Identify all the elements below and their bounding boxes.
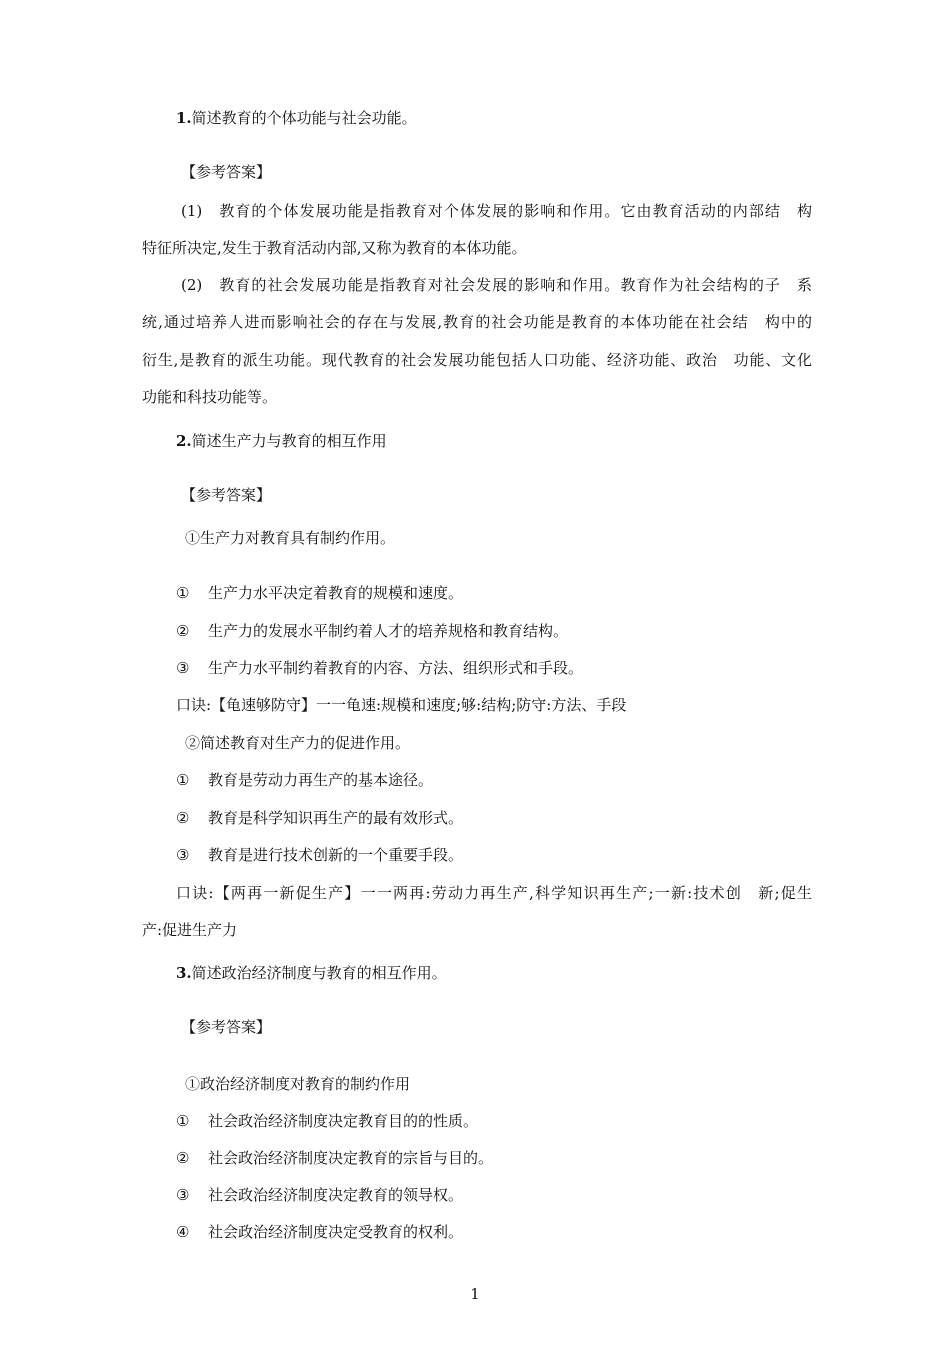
list-text: 社会政治经济制度决定教育的宗旨与目的。: [208, 1149, 494, 1167]
paragraph-line: (1) 教育的个体发展功能是指教育对个体发展的影响和作用。它由教育活动的内部结 构: [181, 202, 812, 220]
page-number: 1: [470, 1285, 480, 1303]
list-text: 生产力水平制约着教育的内容、方法、组织形式和手段。: [208, 659, 584, 677]
list-item: [176, 657, 846, 679]
list-number: ③: [176, 659, 190, 677]
list-item: [176, 844, 846, 866]
mnemonic-continued: 产:促进生产力: [142, 921, 238, 939]
mnemonic: 口诀:【龟速够防守】一一龟速:规模和速度;够:结构;防守:方法、手段: [176, 696, 627, 714]
list-text: 教育是劳动力再生产的基本途径。: [208, 771, 434, 789]
list-number: ③: [176, 1186, 190, 1204]
paragraph-line: 功能和科技功能等。: [142, 388, 278, 406]
list-number: ③: [176, 846, 190, 864]
list-text: 教育是科学知识再生产的最有效形式。: [208, 809, 464, 827]
list-item: [176, 620, 846, 642]
list-number: ①: [176, 1112, 190, 1130]
paragraph-line: 统,通过培养人进而影响社会的存在与发展,教育的社会功能是教育的本体功能在社会结 构中的: [142, 313, 812, 331]
list-item: [176, 769, 846, 791]
question-2: [176, 430, 846, 452]
list-item: [176, 582, 846, 604]
question-number: 2.: [176, 432, 192, 450]
question-text: 简述政治经济制度与教育的相互作用。: [191, 964, 447, 982]
list-text: 社会政治经济制度决定教育的领导权。: [208, 1186, 464, 1204]
list-number: ②: [176, 1149, 190, 1167]
sub-heading: ①政治经济制度对教育的制约作用: [185, 1075, 411, 1093]
sub-heading: ②简述教育对生产力的促进作用。: [185, 734, 411, 752]
question-3: [176, 962, 846, 984]
list-item: [176, 1184, 846, 1206]
list-item: [176, 1110, 846, 1132]
paragraph-line: (2) 教育的社会发展功能是指教育对社会发展的影响和作用。教育作为社会结构的子 系: [181, 276, 812, 294]
list-text: 生产力的发展水平制约着人才的培养规格和教育结构。: [208, 622, 569, 640]
paragraph-line: 特征所决定,发生于教育活动内部,又称为教育的本体功能。: [142, 239, 527, 257]
answer-header: 【参考答案】: [181, 1018, 272, 1036]
list-text: 生产力水平决定着教育的规模和速度。: [208, 584, 464, 602]
sub-heading: ①生产力对教育具有制约作用。: [185, 529, 396, 547]
answer-header: 【参考答案】: [181, 163, 272, 181]
list-number: ①: [176, 584, 190, 602]
list-number: ②: [176, 622, 190, 640]
list-number: ②: [176, 809, 190, 827]
question-text: 简述生产力与教育的相互作用: [191, 432, 387, 450]
list-item: [176, 807, 846, 829]
list-number: ④: [176, 1223, 190, 1241]
list-text: 社会政治经济制度决定受教育的权利。: [208, 1223, 464, 1241]
mnemonic: 口诀:【两再一新促生产】一一两再:劳动力再生产,科学知识再生产;一新:技术创 新;促生: [176, 884, 812, 902]
list-item: [176, 1147, 846, 1169]
list-number: ①: [176, 771, 190, 789]
list-item: [176, 1221, 846, 1243]
question-1: [176, 107, 846, 129]
answer-header: 【参考答案】: [181, 486, 272, 504]
question-text: 简述教育的个体功能与社会功能。: [191, 109, 417, 127]
question-number: 3.: [176, 964, 192, 982]
list-text: 教育是进行技术创新的一个重要手段。: [208, 846, 464, 864]
paragraph-line: 衍生,是教育的派生功能。现代教育的社会发展功能包括人口功能、经济功能、政治 功能、文化: [142, 351, 812, 369]
list-text: 社会政治经济制度决定教育目的的性质。: [208, 1112, 479, 1130]
question-number: 1.: [176, 109, 192, 127]
